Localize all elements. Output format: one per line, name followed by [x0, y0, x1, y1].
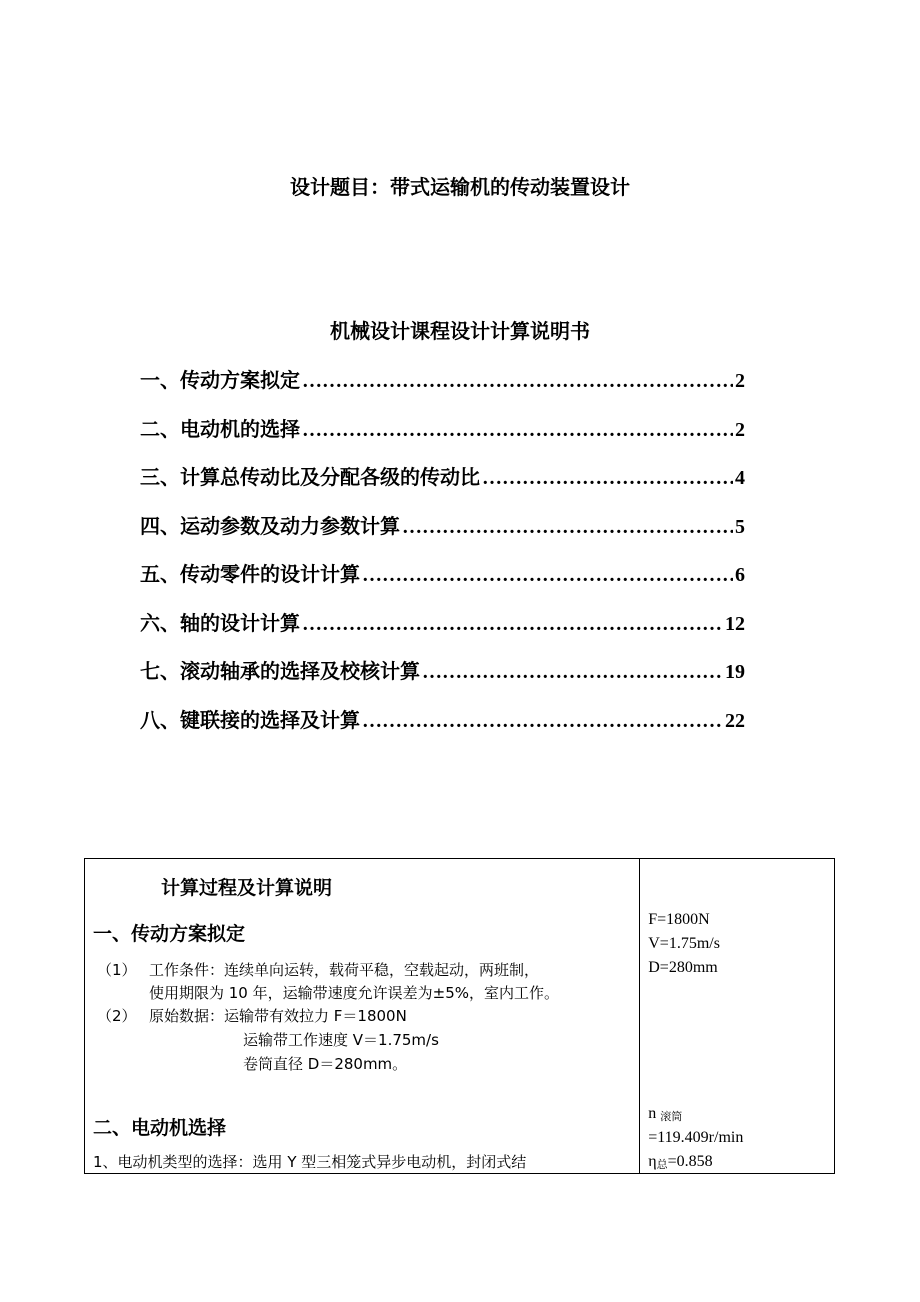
- toc-entry: [140, 704, 745, 753]
- toc-leader-dots: [302, 370, 733, 393]
- toc-leader-dots: [482, 467, 733, 490]
- toc-entry-label: 四、运动参数及动力参数计算: [140, 513, 400, 538]
- result-force: F=1800N: [648, 911, 710, 928]
- subscript-total: 总: [656, 1158, 668, 1171]
- result-velocity: V=1.75m/s: [648, 935, 720, 952]
- original-data-line3: 卷筒直径 D＝280mm。: [243, 1055, 408, 1073]
- table-of-contents: [140, 364, 745, 752]
- toc-entry-page: 2: [735, 370, 745, 392]
- toc-entry: [140, 413, 745, 462]
- toc-entry-page: 6: [735, 564, 745, 586]
- section-heading-motor: 二、电动机选择: [93, 1117, 227, 1139]
- toc-entry: [140, 558, 745, 607]
- toc-leader-dots: [302, 419, 733, 442]
- toc-entry: [140, 364, 745, 413]
- toc-entry-label: 六、轴的设计计算: [140, 610, 300, 635]
- original-data-line1: 原始数据：运输带有效拉力 F＝1800N: [149, 1007, 407, 1025]
- toc-title: 机械设计课程设计计算说明书: [330, 319, 590, 343]
- toc-entry-page: 5: [735, 515, 745, 538]
- result-drum-speed-value: =119.409r/min: [648, 1129, 744, 1146]
- toc-leader-dots: [422, 661, 723, 684]
- calculation-table: [84, 858, 835, 1174]
- working-conditions-line2: 使用期限为 10 年，运输带速度允许误差为±5%，室内工作。: [149, 984, 559, 1002]
- motor-type-line: 1、电动机类型的选择：选用 Y 型三相笼式异步电动机，封闭式结: [93, 1153, 527, 1171]
- result-diameter: D=280mm: [648, 959, 718, 976]
- toc-entry-label: 八、键联接的选择及计算: [140, 707, 360, 732]
- toc-entry-label: 三、计算总传动比及分配各级的传动比: [140, 465, 480, 489]
- toc-entry: [140, 510, 745, 559]
- toc-entry: [140, 607, 745, 656]
- toc-entry: [140, 461, 745, 510]
- toc-entry-label: 一、传动方案拟定: [140, 368, 300, 392]
- result-drum-speed-symbol: [648, 1103, 682, 1128]
- original-data-line2: 运输带工作速度 V＝1.75m/s: [243, 1031, 439, 1049]
- section-heading-scheme: 一、传动方案拟定: [93, 923, 246, 945]
- item-marker: （2）: [97, 1007, 137, 1025]
- toc-entry-page: 22: [725, 709, 745, 732]
- item-marker: （1）: [97, 961, 137, 979]
- efficiency-value: =0.858: [667, 1153, 713, 1170]
- toc-leader-dots: [402, 516, 733, 539]
- working-conditions-line1: 工作条件：连续单向运转，载荷平稳，空载起动，两班制，: [149, 961, 540, 979]
- toc-entry-label: 七、滚动轴承的选择及校核计算: [140, 659, 420, 683]
- toc-entry-label: 五、传动零件的设计计算: [140, 562, 360, 586]
- toc-leader-dots: [362, 564, 733, 587]
- toc-leader-dots: [362, 710, 723, 733]
- toc-entry-page: 19: [725, 661, 745, 683]
- toc-entry-label: 二、电动机的选择: [140, 416, 300, 441]
- calculation-process-column: [85, 859, 640, 1174]
- symbol-eta: η: [648, 1153, 657, 1170]
- toc-entry: [140, 655, 745, 704]
- symbol-n: n: [648, 1105, 657, 1122]
- toc-entry-page: 4: [735, 467, 745, 489]
- page-title: 设计题目：带式运输机的传动装置设计: [290, 175, 630, 199]
- subscript-drum: 滚筒: [660, 1110, 683, 1123]
- toc-entry-page: 12: [725, 612, 745, 635]
- toc-entry-page: 2: [735, 418, 745, 441]
- results-column: [640, 859, 835, 1174]
- calculation-heading: 计算过程及计算说明: [161, 877, 333, 899]
- toc-leader-dots: [302, 613, 723, 636]
- result-total-efficiency: [648, 1151, 712, 1176]
